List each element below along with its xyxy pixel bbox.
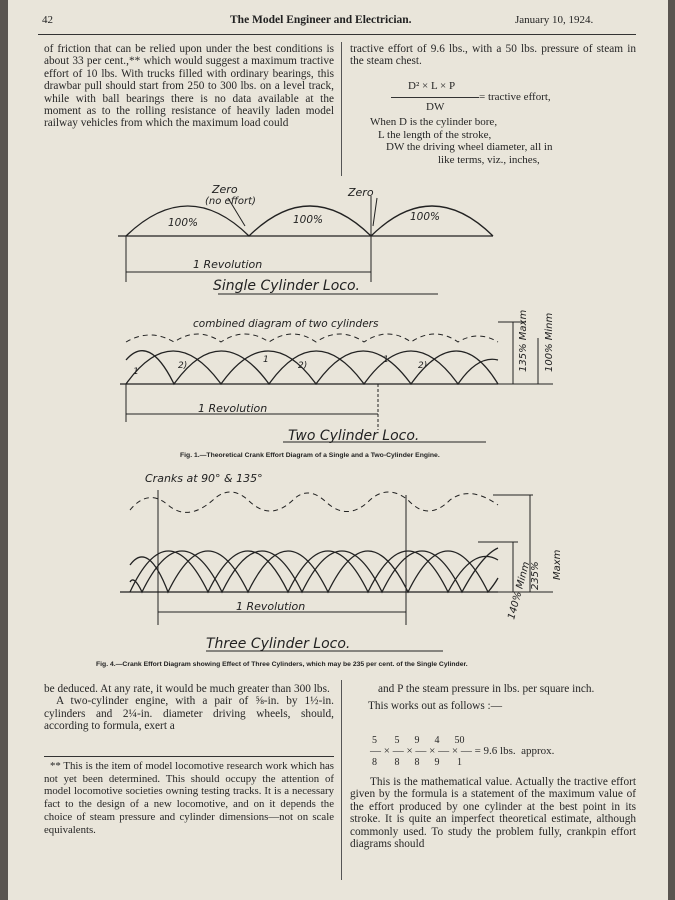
cranks-label: Cranks at 90° & 135° xyxy=(145,472,263,485)
cylinder-3-curve xyxy=(130,548,498,592)
combined-curve xyxy=(130,492,498,512)
zero-label-2: Zero xyxy=(348,186,374,199)
formula-denominator: DW xyxy=(426,101,445,113)
zero-arrow xyxy=(373,198,377,226)
curve-number: 2) xyxy=(418,361,428,371)
bottom-left-column xyxy=(44,683,334,733)
journal-title: The Model Engineer and Electrician. xyxy=(230,14,412,26)
curve-number: 1 xyxy=(263,355,269,365)
calc-denominators: 8 8 8 9 1 xyxy=(372,757,462,768)
bottom-right-column xyxy=(350,683,636,713)
combined-label: combined diagram of two cylinders xyxy=(193,318,379,330)
zero-label-1: Zero xyxy=(212,183,238,196)
definition-dw: DW the driving wheel diameter, all in xyxy=(386,141,553,153)
single-cylinder-title: Single Cylinder Loco. xyxy=(213,278,360,294)
max-label: 135% Maxm xyxy=(518,309,529,372)
combined-curve xyxy=(126,334,498,342)
footnote: ** This is the item of model locomotive research work which has not yet been determined. This should occupy the attention of model locomotive societies owning testing tracks. It is a necessary fact to the design of a new locomotive, and on it depends the choice of steam pressure and cylinder dimensions—not on scale equivalents. xyxy=(44,760,334,836)
two-cylinder-title: Two Cylinder Loco. xyxy=(288,428,420,444)
curve-number: 1 xyxy=(133,367,139,377)
percent-label: 100% xyxy=(410,211,441,223)
paragraph: A two-cylinder engine, with a pair of ⅝-in. by 1½-in. cylinders and 2¼-in. diameter driving wheels, should, according to formula, exert a xyxy=(44,695,334,733)
revolution-label: 1 Revolution xyxy=(193,258,263,271)
three-cylinder-title: Three Cylinder Loco. xyxy=(206,636,351,652)
min-label: 140% Minm xyxy=(506,560,533,621)
no-effort-label: (no effort) xyxy=(205,196,256,207)
paragraph: and P the steam pressure in lbs. per square inch. xyxy=(378,683,595,695)
min-label: 100% Minm xyxy=(544,312,555,372)
figure-4-caption: Fig. 4.—Crank Effort Diagram showing Effect of Three Cylinders, which may be 235 per cent. of the Single Cylinder. xyxy=(96,661,468,668)
revolution-label: 1 Revolution xyxy=(198,402,268,415)
revolution-label: 1 Revolution xyxy=(236,600,306,613)
definition-l: L the length of the stroke, xyxy=(378,129,492,141)
curve-number: 2) xyxy=(298,361,308,371)
paragraph: tractive effort of 9.6 lbs., with a 50 lbs. pressure of steam in the steam chest. xyxy=(350,43,636,68)
percent-label: 100% xyxy=(168,217,199,229)
issue-date: January 10, 1924. xyxy=(515,14,594,26)
two-cylinder-diagram xyxy=(120,322,553,442)
definition-terms: like terms, viz., inches, xyxy=(438,154,540,166)
paragraph: be deduced. At any rate, it would be much greater than 300 lbs. xyxy=(44,683,330,695)
percent-label: 100% xyxy=(293,214,324,226)
magazine-page xyxy=(8,0,668,900)
three-cylinder-diagram xyxy=(120,490,553,651)
paragraph: of friction that can be relied upon under the best conditions is about 33 per cent.,** which would suggest a maximum tractive effort of 10 lbs. With trucks filled with ordinary bearings, this drawbar pull should start from 250 to 300 lbs. on a level track, while with ball bearings there is no data available at the moment as to the rolling resistance of heavily laden model railway vehicles from which the maximum load could xyxy=(44,43,334,130)
formula-result: = tractive effort, xyxy=(479,91,551,103)
calc-numerators: 5 5 9 4 50 xyxy=(372,735,465,746)
calc-line: — × — × — × — × — = 9.6 lbs. approx. xyxy=(370,745,555,757)
definition-d: When D is the cylinder bore, xyxy=(370,116,498,128)
bottom-right-paragraph: This is the mathematical value. Actually the tractive effort given by the formula is a statement of the maximum value of the effort produced by one cylinder at the best point in its stroke. It is quite an imperfect theoretical estimate, although commonly used. To study the problem fully, crankpin effort diagrams should xyxy=(350,776,636,851)
max-label: Maxm xyxy=(552,549,563,580)
curve-number: 2) xyxy=(178,361,188,371)
footnote-rule xyxy=(44,756,334,757)
curve-number: 1 xyxy=(383,355,389,365)
paragraph: This works out as follows :— xyxy=(368,700,502,713)
formula-numerator: D² × L × P xyxy=(408,80,456,92)
page-number: 42 xyxy=(42,14,53,26)
column-rule-bottom xyxy=(341,680,342,880)
mid-label: 235% xyxy=(530,561,541,590)
figure-1-caption: Fig. 1.—Theoretical Crank Effort Diagram of a Single and a Two-Cylinder Engine. xyxy=(180,452,440,459)
